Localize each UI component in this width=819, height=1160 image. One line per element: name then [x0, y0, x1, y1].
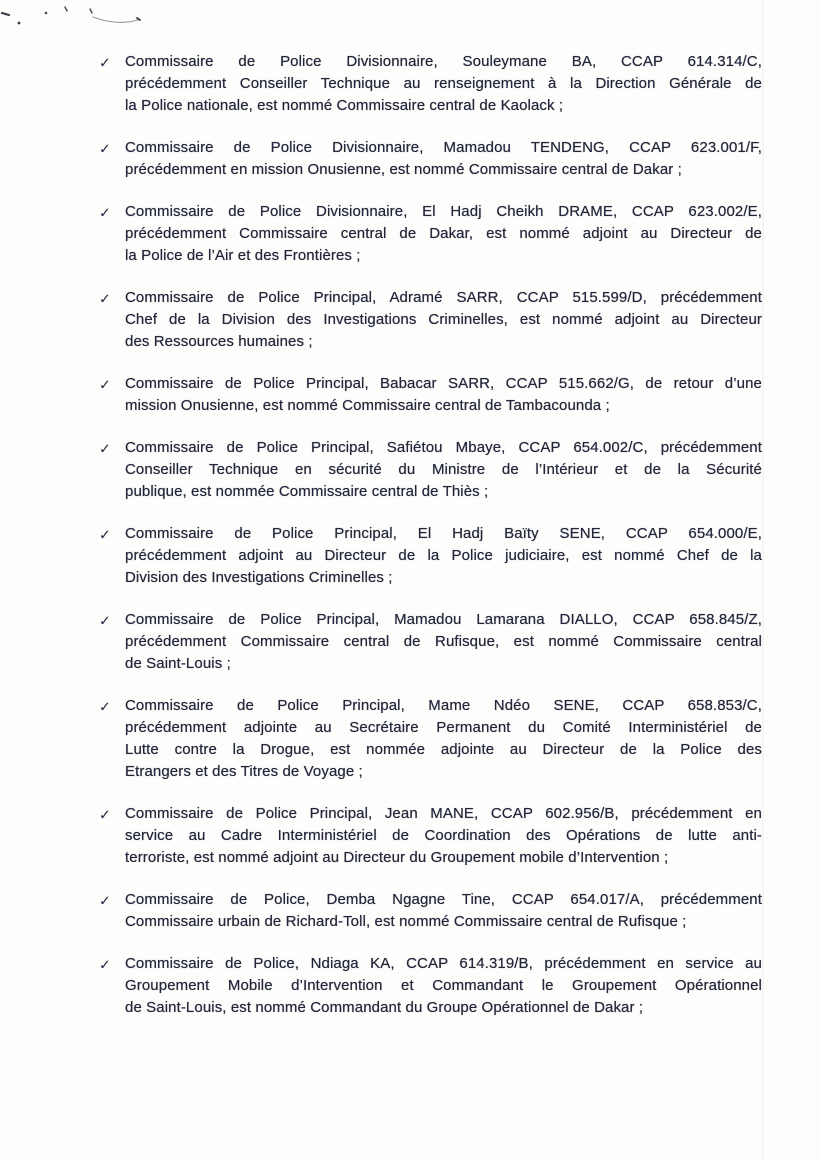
appointment-item — [99, 201, 762, 267]
appointment-item — [99, 889, 762, 933]
checkmark-icon: ✓ — [99, 956, 111, 973]
text-line: Commissaire de Police Divisionnaire, Souleymane BA, CCAP 614.314/C, — [125, 53, 762, 70]
appointment-text — [125, 287, 762, 353]
appointment-text — [125, 523, 762, 589]
appointment-text — [125, 201, 762, 267]
text-line: de Saint-Louis, est nommé Commandant du Groupe Opérationnel de Dakar ; — [125, 999, 644, 1016]
text-line: de Saint-Louis ; — [125, 655, 231, 672]
text-line: terroriste, est nommé adjoint au Directeur du Groupement mobile d’Intervention ; — [125, 849, 669, 866]
appointment-item — [99, 373, 762, 417]
text-line: service au Cadre Interministériel de Coordination des Opérations de lutte anti- — [125, 827, 762, 844]
checkmark-icon: ✓ — [99, 526, 111, 543]
paper-edge-shadow — [762, 0, 764, 1160]
text-line: Commissaire de Police Divisionnaire, Mamadou TENDENG, CCAP 623.001/F, — [125, 139, 762, 156]
appointment-item — [99, 803, 762, 869]
appointment-text — [125, 953, 762, 1019]
text-line: Commissaire de Police Divisionnaire, El Hadj Cheikh DRAME, CCAP 623.002/E, — [125, 203, 762, 220]
text-line: la Police de l’Air et des Frontières ; — [125, 247, 361, 264]
appointment-item — [99, 609, 762, 675]
appointment-text — [125, 137, 762, 181]
checkmark-icon: ✓ — [99, 290, 111, 307]
text-line: mission Onusienne, est nommé Commissaire central de Tambacounda ; — [125, 397, 610, 414]
text-line: Commissaire de Police Principal, Mame Ndéo SENE, CCAP 658.853/C, — [125, 697, 762, 714]
checkmark-icon: ✓ — [99, 54, 111, 71]
appointment-item — [99, 287, 762, 353]
checkmark-icon: ✓ — [99, 892, 111, 909]
text-line: Division des Investigations Criminelles ; — [125, 569, 393, 586]
appointment-text — [125, 437, 762, 503]
text-line: Commissaire de Police Principal, Adramé SARR, CCAP 515.599/D, précédemment — [125, 289, 762, 306]
checkmark-icon: ✓ — [99, 140, 111, 157]
text-line: Commissaire de Police Principal, Jean MANE, CCAP 602.956/B, précédemment en — [125, 805, 762, 822]
text-line: précédemment adjoint au Directeur de la Police judiciaire, est nommé Chef de la — [125, 547, 762, 564]
appointment-text — [125, 373, 762, 417]
checkmark-icon: ✓ — [99, 440, 111, 457]
checkmark-icon: ✓ — [99, 806, 111, 823]
text-line: Conseiller Technique en sécurité du Ministre de l’Intérieur et de la Sécurité — [125, 461, 762, 478]
text-line: Commissaire de Police, Demba Ngagne Tine, CCAP 654.017/A, précédemment — [125, 891, 762, 908]
appointment-item — [99, 953, 762, 1019]
appointment-text — [125, 803, 762, 869]
text-line: publique, est nommée Commissaire central de Thiès ; — [125, 483, 489, 500]
text-line: Commissaire urbain de Richard-Toll, est nommé Commissaire central de Rufisque ; — [125, 913, 687, 930]
text-line: des Ressources humaines ; — [125, 333, 313, 350]
text-line: Lutte contre la Drogue, est nommée adjointe au Directeur de la Police des — [125, 741, 762, 758]
appointment-text — [125, 51, 762, 117]
text-line: précédemment Commissaire central de Dakar, est nommé adjoint au Directeur de — [125, 225, 762, 242]
text-line: Groupement Mobile d’Intervention et Commandant le Groupement Opérationnel — [125, 977, 762, 994]
text-line: Commissaire de Police Principal, Babacar SARR, CCAP 515.662/G, de retour d’une — [125, 375, 762, 392]
text-line: Commissaire de Police Principal, Safiétou Mbaye, CCAP 654.002/C, précédemment — [125, 439, 762, 456]
checkmark-icon: ✓ — [99, 376, 111, 393]
text-line: précédemment Conseiller Technique au renseignement à la Direction Générale de — [125, 75, 762, 92]
appointment-item — [99, 437, 762, 503]
text-line: Etrangers et des Titres de Voyage ; — [125, 763, 363, 780]
appointment-text — [125, 609, 762, 675]
text-line: précédemment Commissaire central de Rufisque, est nommé Commissaire central — [125, 633, 762, 650]
checkmark-icon: ✓ — [99, 612, 111, 629]
appointment-text — [125, 695, 762, 783]
text-line: Commissaire de Police Principal, El Hadj Baïty SENE, CCAP 654.000/E, — [125, 525, 762, 542]
text-line: précédemment en mission Onusienne, est nommé Commissaire central de Dakar ; — [125, 161, 682, 178]
appointment-text — [125, 889, 762, 933]
appointment-item — [99, 523, 762, 589]
checkmark-icon: ✓ — [99, 698, 111, 715]
text-line: Commissaire de Police Principal, Mamadou Lamarana DIALLO, CCAP 658.845/Z, — [125, 611, 762, 628]
text-line: précédemment adjointe au Secrétaire Permanent du Comité Interministériel de — [125, 719, 762, 736]
text-line: Commissaire de Police, Ndiaga KA, CCAP 614.319/B, précédemment en service au — [125, 955, 762, 972]
text-line: Chef de la Division des Investigations Criminelles, est nommé adjoint au Directeur — [125, 311, 762, 328]
appointments-list — [99, 51, 762, 1039]
pen-marks — [0, 0, 180, 45]
appointment-item — [99, 695, 762, 783]
appointment-item — [99, 137, 762, 181]
checkmark-icon: ✓ — [99, 204, 111, 221]
text-line: la Police nationale, est nommé Commissaire central de Kaolack ; — [125, 97, 564, 114]
appointment-item — [99, 51, 762, 117]
